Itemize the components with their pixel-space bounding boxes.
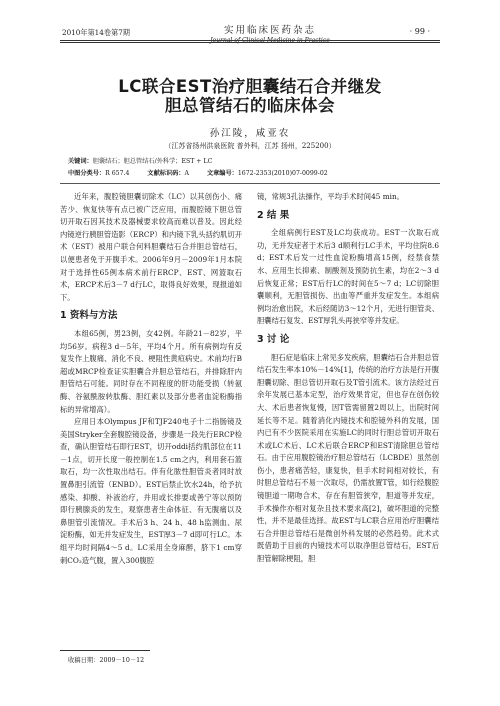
intro-paragraph: 近年来，腹腔镜胆囊切除术（LC）以其创伤小、痛苦少、恢复快等有点已被广泛应用，而腹腔镜下胆总管切开取石因其技术及器械要求较高而难以普及。因此经内镜逆行胰胆管造影（ERCP）和内镜下乳头括约肌切开术（EST）被用户联合何料胆囊结石合并胆总管结石，以便患者免于开腹手术。2006年9月－2009年1月本院对于选择性65例本病术前行ERCP、EST、网篮取石术，ERCP术后3－7 d行LC，取得良好效果，现报道如下。 (60, 192, 242, 302)
classification-line (68, 168, 328, 177)
keywords-line (68, 156, 212, 165)
methods-paragraph-2: 应用日本Olympus JF和TJF240电子十二指肠镜及美国Stryker全套腹腔镜设备，步骤是一段先行ERCP检查，确认胆管结石即行EST，切开oddi括约肌部位在11－1点，切开长度一般控制在1.5 cm之内，利用套石篮取石，均一次性取出结石。伴有化脓性胆管炎者同时放置鼻胆引流管（ENBD）。EST后禁止饮水24h，给予抗感染、抑酸、补液治疗，并用或长排要或善宁等以预防即行胰腺炎的发生，观察患者生命体征、有无腹痛以及鼻胆管引流情况。手术后3 h、24 h、48 h监测血、尿淀粉酶，如无并发症发生，EST厚3－7 d即可行LC。本组平均时间隔4～5 d。LC采用全身麻醉，脐下1 cm穿刺CO₂造气腹，置入300腹腔 (60, 417, 242, 565)
section-heading-discussion: 3 讨 论 (257, 333, 290, 345)
header-rule-thin (60, 42, 440, 43)
left-column (60, 191, 242, 567)
journal-name-en: Journal of Clinical Medicine in Practice (210, 37, 330, 44)
keywords-text: 胆囊结石；胆总管结石/外科学；EST + LC (92, 158, 213, 165)
affiliation: （江苏省扬州洪泉医院 普外科，江苏 扬州，225200） (164, 142, 336, 150)
methods-continued: 镜，常规3孔法操作，平均手术时间45 min。 (257, 192, 404, 201)
title-line-2: 胆总管结石的临床体会 (165, 96, 335, 115)
journal-name-cn: 实用临床医药杂志 (223, 25, 316, 36)
cls-label: 中图分类号： (68, 170, 106, 177)
right-column (257, 191, 439, 566)
id-value: 1672-2353(2010)07-0099-02 (237, 170, 328, 177)
received-date: 收稿日期：2009－10－12 (68, 657, 145, 664)
discussion-paragraph: 胆石症是临床上常见多发疾病，胆囊结石合并胆总管结石发生率本10%－14%[1]，传统的治疗方法是行开腹胆囊切除、胆总管切开取石及T管引流术。该方法经过百余年发展已基本定型，治疗效果肯定，但也存在创伤较大、术后患者恢复慢，因T管需留置2周以上，出院时间延长等不足。随着消化内镜技术和腔镜外科的发展，国内已有不少医院采用在实施LC的同时行胆总管切开取石术或LC术后、LC术后联合ERCP和EST清除胆总管结石。由于应用腹腔镜治疗胆总管结石（LCBDE）虽然创伤小，患者痛苦轻，康复快，但手术时间相对较长，有时胆总管结石不易一次取尽，仍需放置T管，如行经腹腔镜胆道一期吻合术，存在有胆管狭窄，胆道等并发症，手术操作亦相对复杂且技术要求高[2]，破坏胆道的完整性，并不是最佳选择。故EST与LC联合应用治疗胆囊结石合并胆总管结石是微创外科发展的必然趋势。此术式既借助于目前的内镜技术可以取净胆总管结石，EST后胆管解除梗阻，胆 (257, 352, 439, 564)
cls-value: R 657.4 (105, 170, 130, 177)
page-number: · 99 · (409, 27, 430, 36)
meta-rule (60, 183, 440, 184)
article-title (40, 77, 460, 115)
id-label: 文章编号： (206, 170, 238, 177)
section-heading-methods: 1 资料与方法 (60, 310, 118, 322)
section-heading-results: 2 结 果 (257, 209, 290, 221)
title-line-1: LC联合EST治疗胆囊结石合并继发 (118, 77, 382, 96)
methods-paragraph-1: 本组65例，男23例，女42例。年龄21－82岁，平均56岁。病程3 d－5年，平均4个月。所有病例均有反复发作上腹痛、消化不良、梗阻性黄疸病史。术前均行B超或MRCP检查证实胆囊合并胆总管结石，并排除肝内胆管结石可能。同时存在不同程度的肝功能受损（转氨酶、谷氨酰胺转肽酶、胆红素以及部分患者血淀粉酶指标的异常增高）。 (60, 328, 242, 414)
header-rule (60, 40, 440, 41)
results-paragraph: 全组病例行EST及LC均获成功。EST一次取石成功，无并发症者于术后3 d顺利行LC手术，平均住院8.6 d；EST术后发一过性血淀粉酶增高15例，经禁食禁水、应用生长抑素、制酸剂及预防抗生素，均在2～3 d后恢复正常；EST后行LC的时间在5～7 d；LC切除胆囊顺利，无胆管损伤、出血等严重并发症发生。本组病例均治愈出院，术后经随访3～12个月，无进行胆管炎、胆囊结石复发、EST厚乳头再狭窄等并发症。 (257, 228, 439, 326)
keywords-label: 关键词： (68, 158, 93, 165)
footnote-rule (60, 650, 150, 651)
authors: 孙江陵，咸亚农 (209, 128, 291, 139)
code-value: A (184, 170, 189, 177)
journal-issue: 2010年第14卷第7期 (62, 28, 130, 37)
code-label: 文献标识码： (147, 170, 185, 177)
